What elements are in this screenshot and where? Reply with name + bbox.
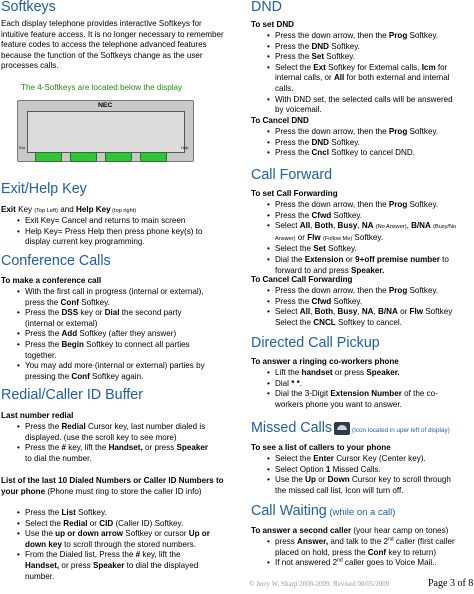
missed-subheading: To see a list of callers to your phone	[251, 443, 391, 452]
missed-list	[251, 454, 458, 496]
copyright-footer: © Jerry W. Sharp 2008-2009. Revised 08/05/2009	[249, 580, 390, 588]
list-item: • Press the List Softkey.	[15, 508, 213, 519]
list-item: • Press the Redial Cursor key, last number dialed is displayed. (use the scroll key to see more)	[15, 422, 213, 443]
list-item: • Help Key= Press Help then press phone key(s) to display current key programming.	[15, 227, 213, 248]
help-key-label: Help	[181, 146, 189, 150]
softkey-3	[105, 152, 132, 162]
softkeys-heading: Softkeys	[1, 0, 56, 15]
list-item: • Use the Up or Down Cursor key to scroll through the missed call list, Icon will turn off.	[265, 475, 458, 496]
call-forward-heading: Call Forward	[251, 167, 333, 183]
list-item: • Press the DSS key or Dial the second party (internal or external)	[15, 308, 213, 329]
list-item: • Select the Set Softkey.	[265, 244, 458, 255]
list-item: • Press the Set Softkey.	[265, 52, 458, 63]
list-item: • Select the Ext Softkey for External calls, Icm for internal calls, or All for both external and internal calls.	[265, 63, 458, 95]
softkeys-body: Each display telephone provides interactive Softkeys for intuitive feature access. It is no longer necessary to remember feature codes to access the telephone advanced features because the function of the Softkeys change as the user processes calls.	[1, 19, 224, 71]
list-item: • Press the Add Softkey (after they answer)	[15, 329, 213, 340]
list-item: • You may add more (internal or external) parties by pressing the Conf Softkey again.	[15, 361, 213, 382]
list-item: • press Answer, and talk to the 2nd caller (first caller placed on hold, press the Conf key to return)	[265, 537, 458, 558]
list-item: • If not answered 2nd caller goes to Voice Mail..	[265, 558, 458, 569]
list-item: • Press the down arrow, then the Prog Softkey.	[265, 200, 458, 211]
softkeys-caption: The 4-Softkeys are located below the display	[21, 83, 183, 92]
list-item: • Exit Key= Cancel and returns to main screen	[15, 216, 213, 227]
redial-subheading: Last number redial	[1, 411, 74, 420]
list-item: • Press the Cfwd Softkey.	[265, 211, 458, 222]
call-waiting-heading: Call Waiting (while on a call)	[251, 503, 396, 519]
list-item: • Press the down arrow, then the Prog Softkey.	[265, 286, 458, 297]
caller-id-list	[1, 508, 213, 582]
list-item: • From the Dialed list, Press the # key, lift the Handset, or press Speaker to dial the displayed number.	[15, 550, 213, 582]
conference-heading: Conference Calls	[1, 253, 111, 269]
dnd-set-list	[251, 31, 458, 116]
list-item: • With DND set, the selected calls will be answered by voicemail.	[265, 95, 458, 116]
page-number: Page 3 of 8	[428, 578, 474, 589]
dnd-cancel-list	[251, 127, 458, 159]
conference-list	[1, 287, 213, 382]
cfwd-cancel-list	[251, 286, 458, 328]
pickup-subheading: To answer a ringing co-workers phone	[251, 357, 399, 366]
exit-help-list	[1, 216, 213, 248]
redial-heading: Redial/Caller ID Buffer	[1, 387, 143, 403]
dnd-set-subheading: To set DND	[251, 20, 295, 29]
list-item: • Press the Cncl Softkey to cancel DND.	[265, 148, 458, 159]
pickup-heading: Directed Call Pickup	[251, 335, 380, 351]
dnd-cancel-subheading: To Cancel DND	[251, 116, 309, 125]
list-item: • Select Option 1 Missed Calls.	[265, 465, 458, 476]
missed-calls-heading: Missed Calls (Icon located in uper left of display)	[251, 420, 450, 436]
phone-brand-logo: NEC	[98, 102, 113, 109]
list-item: • Press the Cfwd Softkey.	[265, 297, 458, 308]
softkey-4	[140, 152, 167, 162]
list-item: • Press the Begin Softkey to connect all parties together.	[15, 340, 213, 361]
dnd-heading: DND	[251, 0, 282, 15]
exit-help-line: Exit Key (Top Left) and Help Key (top right)	[1, 205, 137, 214]
call-waiting-subheading: To answer a second caller (your hear camp on tones)	[251, 526, 449, 535]
phone-display-graphic	[17, 100, 193, 166]
exit-help-heading: Exit/Help Key	[1, 181, 87, 197]
exit-key-label: Exit	[19, 146, 25, 150]
list-item: • Lift the handset or press Speaker.	[265, 368, 458, 379]
phone-lcd	[27, 111, 185, 153]
list-item: • Press the DND Softkey.	[265, 138, 458, 149]
waiting-list	[251, 537, 458, 569]
list-item: • Select All, Both, Busy, NA, B/NA or Flw Softkey Select the CNCL Softkey to cancel.	[265, 307, 458, 328]
list-item: • Use the up or down arrow Softkey or cursor Up or down key to scroll through the stored numbers.	[15, 529, 213, 550]
conference-subheading: To make a conference call	[1, 276, 102, 285]
list-item: • Press the down arrow, then the Prog Softkey.	[265, 31, 458, 42]
list-item: • Press the # key, lift the Handset, or press Speaker to dial the number.	[15, 443, 213, 464]
softkey-1	[35, 152, 62, 162]
list-item: • Press the down arrow, then the Prog Softkey.	[265, 127, 458, 138]
cfwd-set-list	[251, 200, 458, 276]
list-item: • Select the Enter Cursor Key (Center key).	[265, 454, 458, 465]
list-item: • Select All, Both, Busy, NA (No Answer), B/NA (Busy/No Answer) or Flw (Follow Me) Softkey.	[265, 221, 458, 244]
missed-call-phone-icon	[334, 422, 350, 435]
pickup-list	[251, 368, 458, 410]
caller-id-subheading: List of the last 10 Dialed Numbers or Caller ID Numbers to your phone (Phone must ring to store the caller ID info)	[1, 476, 224, 496]
list-item: • Dial * *.	[265, 379, 458, 390]
softkey-2	[70, 152, 97, 162]
list-item: • Dial the 3-Digit Extension Number of the co-workers phone you want to answer.	[265, 389, 458, 410]
cfwd-set-subheading: To set Call Forwarding	[251, 189, 338, 198]
list-item: • With the first call in progress (internal or external), press the Conf Softkey.	[15, 287, 213, 308]
redial-list	[1, 422, 213, 464]
cfwd-cancel-subheading: To Cancel Call Forwarding	[251, 275, 353, 284]
list-item: • Select the Redial or CID (Caller ID) Softkey.	[15, 519, 213, 530]
list-item: • Press the DND Softkey.	[265, 42, 458, 53]
list-item: • Dial the Extension or 9+off premise number to forward to and press Speaker.	[265, 255, 458, 276]
